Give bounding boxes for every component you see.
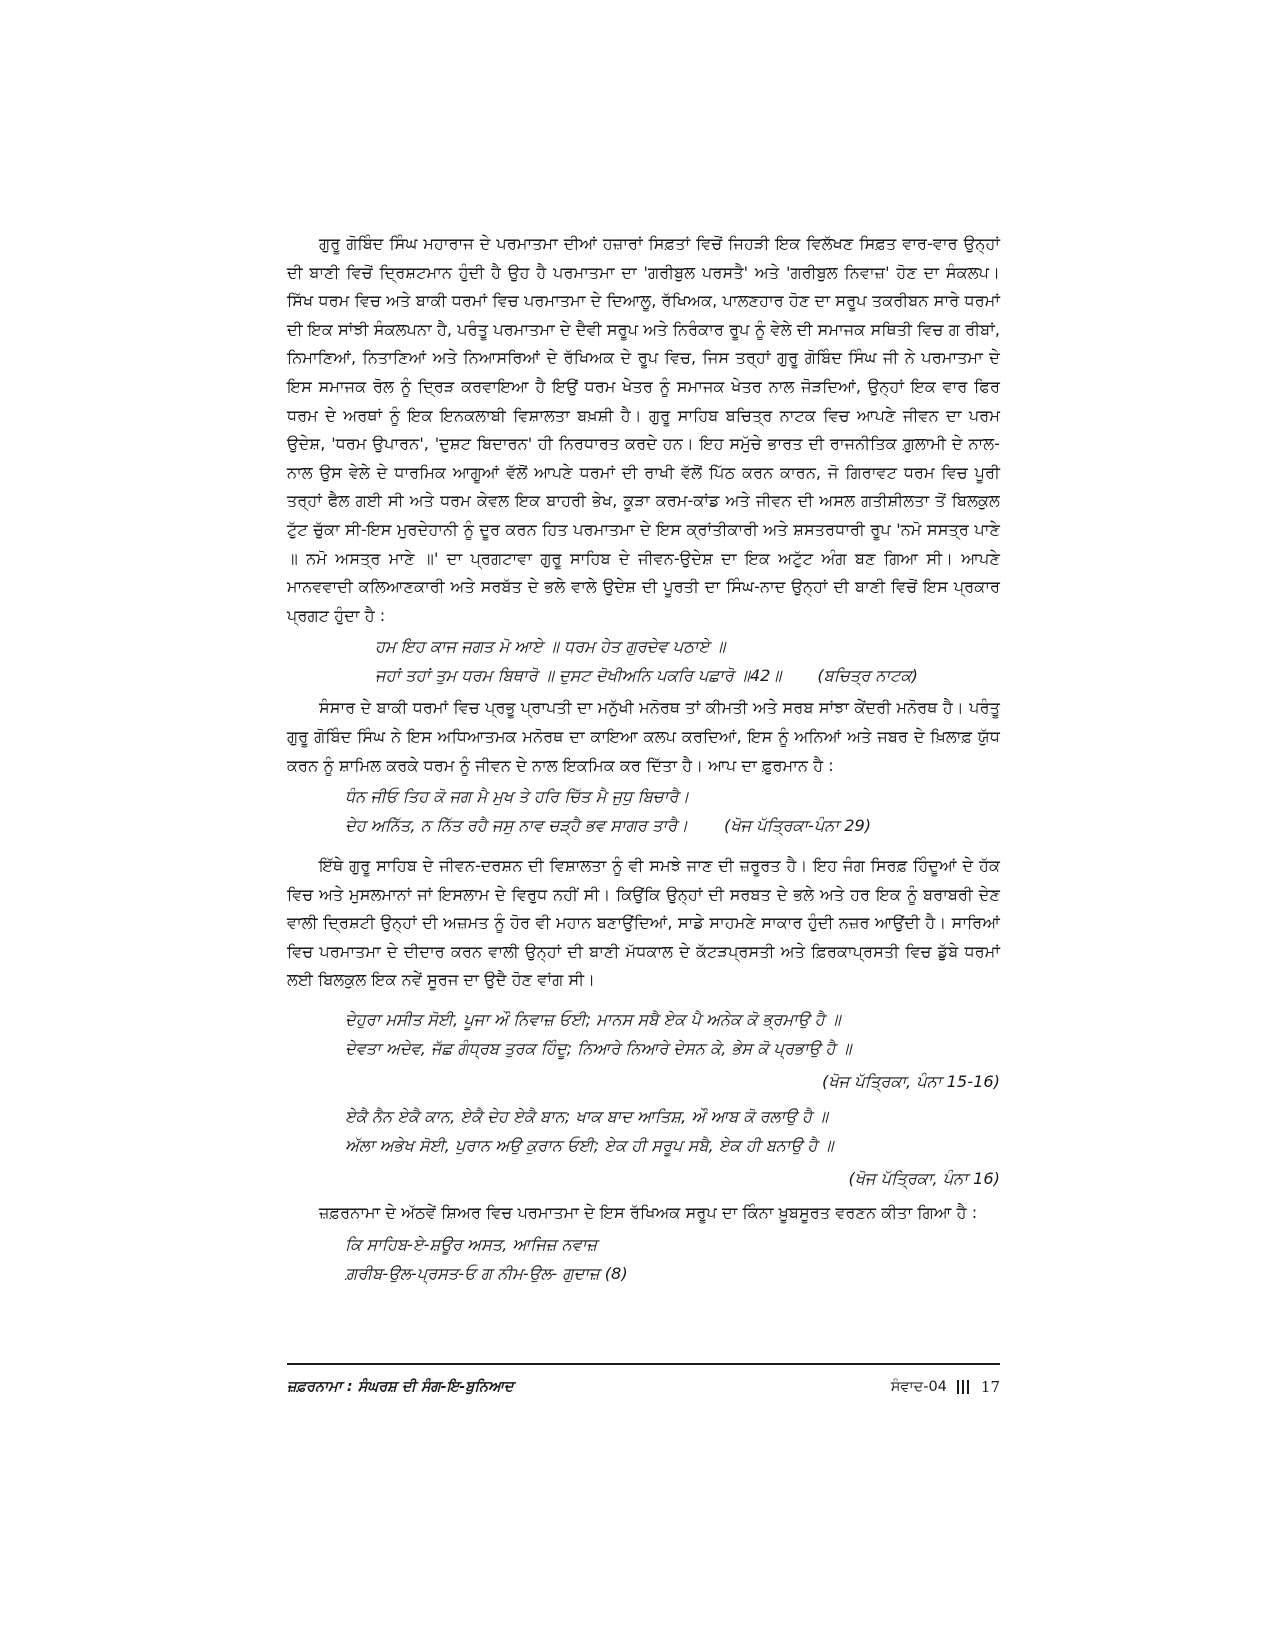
verse-line-text: ਦੇਹ ਅਨਿੱਤ, ਨ ਨਿੱਤ ਰਹੈ ਜਸੁ ਨਾਵ ਚੜ੍ਹੈ ਭਵ ਸਾਗਰ ਤਾਰੈ।: [345, 816, 689, 836]
verse-source: (ਖੋਜ ਪੱਤ੍ਰਿਕਾ, ਪੰਨਾ 15-16): [822, 1072, 1000, 1092]
verse-khoj-patrika-15-16: [287, 1005, 1000, 1063]
verse-line: ਅੱਲਾ ਅਭੇਖ ਸੋਈ, ਪੁਰਾਨ ਅਉ ਕੁਰਾਨ ਓਈ; ਏਕ ਹੀ ਸਰੂਪ ਸਬੈ, ਏਕ ਹੀ ਬਨਾਉ ਹੈ ॥: [345, 1136, 834, 1156]
footer-divider: [287, 1363, 1000, 1365]
verse-zafarnama: [287, 1230, 1000, 1288]
paragraph-2: ਸੰਸਾਰ ਦੇ ਬਾਕੀ ਧਰਮਾਂ ਵਿਚ ਪ੍ਰਭੂ ਪ੍ਰਾਪਤੀ ਦਾ ਮਨੁੱਖੀ ਮਨੋਰਥ ਤਾਂ ਕੀਮਤੀ ਅਤੇ ਸਰਬ ਸਾਂਝਾ ਕੇਂਦਰੀ ਮਨੋਰਥ ਹੈ। ਪਰੰਤੂ ਗੁਰੂ ਗੋਬਿੰਦ ਸਿੰਘ ਨੇ ਇਸ ਅਧਿਆਤਮਕ ਮਨੋਰਥ ਦਾ ਕਾਇਆ ਕਲਪ ਕਰਦਿਆਂ, ਇਸ ਨੂੰ ਅਨਿਆਂ ਅਤੇ ਜਬਰ ਦੇ ਖ਼ਿਲਾਫ਼ ਯੁੱਧ ਕਰਨ ਨੂੰ ਸ਼ਾਮਿਲ ਕਰਕੇ ਧਰਮ ਨੂੰ ਜੀਵਨ ਦੇ ਨਾਲ ਇਕਮਿਕ ਕਰ ਦਿੱਤਾ ਹੈ। ਆਪ ਦਾ ਫ਼ੁਰਮਾਨ ਹੈ :: [287, 698, 1000, 775]
paragraph-3: ਇੱਥੇ ਗੁਰੂ ਸਾਹਿਬ ਦੇ ਜੀਵਨ-ਦਰਸ਼ਨ ਦੀ ਵਿਸ਼ਾਲਤਾ ਨੂੰ ਵੀ ਸਮਝੇ ਜਾਣ ਦੀ ਜ਼ਰੂਰਤ ਹੈ। ਇਹ ਜੰਗ ਸਿਰਫ਼ ਹਿੰਦੂਆਂ ਦੇ ਹੱਕ ਵਿਚ ਅਤੇ ਮੁਸਲਮਾਨਾਂ ਜਾਂ ਇਸਲਾਮ ਦੇ ਵਿਰੁਧ ਨਹੀਂ ਸੀ। ਕਿਉਂਕਿ ਉਨ੍ਹਾਂ ਦੀ ਸਰਬਤ ਦੇ ਭਲੇ ਅਤੇ ਹਰ ਇਕ ਨੂੰ ਬਰਾਬਰੀ ਦੇਣ ਵਾਲੀ ਦ੍ਰਿਸ਼ਟੀ ਉਨ੍ਹਾਂ ਦੀ ਅਜ਼ਮਤ ਨੂੰ ਹੋਰ ਵੀ ਮਹਾਨ ਬਣਾਉਂਦਿਆਂ, ਸਾਡੇ ਸਾਹਮਣੇ ਸਾਕਾਰ ਹੁੰਦੀ ਨਜ਼ਰ ਆਉਂਦੀ ਹੈ। ਸਾਰਿਆਂ ਵਿਚ ਪਰਮਾਤਮਾ ਦੇ ਦੀਦਾਰ ਕਰਨ ਵਾਲੀ ਉਨ੍ਹਾਂ ਦੀ ਬਾਣੀ ਮੱਧਕਾਲ ਦੇ ਕੱਟੜਪ੍ਰਸਤੀ ਅਤੇ ਫ਼ਿਰਕਾਪ੍ਰਸਤੀ ਵਿਚ ਡੁੱਬੇ ਧਰਮਾਂ ਲਈ ਬਿਲਕੁਲ ਇਕ ਨਵੇਂ ਸੂਰਜ ਦਾ ਉਦੈ ਹੋਣ ਵਾਂਗ ਸੀ।: [287, 856, 1000, 990]
verse-line: ਗ਼ਰੀਬ-ਉਲ-ਪ੍ਰਸਤ-ਓ ਗ ਨੀਮ-ਉਲ- ਗੁਦਾਜ਼ (8): [345, 1263, 628, 1283]
verse-khoj-patrika-16: [287, 1102, 1000, 1160]
paragraph-1: ਗੁਰੂ ਗੋਬਿੰਦ ਸਿੰਘ ਮਹਾਰਾਜ ਦੇ ਪਰਮਾਤਮਾ ਦੀਆਂ ਹਜ਼ਾਰਾਂ ਸਿਫ਼ਤਾਂ ਵਿਚੋਂ ਜਿਹੜੀ ਇਕ ਵਿਲੱਖਣ ਸਿਫ਼ਤ ਵਾਰ-ਵਾਰ ਉਨ੍ਹਾਂ ਦੀ ਬਾਣੀ ਵਿਚੋਂ ਦ੍ਰਿਸ਼ਟਮਾਨ ਹੁੰਦੀ ਹੈ ਉਹ ਹੈ ਪਰਮਾਤਮਾ ਦਾ 'ਗਰੀਬੁਲ ਪਰਸਤੈ' ਅਤੇ 'ਗਰੀਬੁਲ ਨਿਵਾਜ਼' ਹੋਣ ਦਾ ਸੰਕਲਪ। ਸਿੱਖ ਧਰਮ ਵਿਚ ਅਤੇ ਬਾਕੀ ਧਰਮਾਂ ਵਿਚ ਪਰਮਾਤਮਾ ਦੇ ਦਿਆਲੂ, ਰੱਖਿਅਕ, ਪਾਲਣਹਾਰ ਹੋਣ ਦਾ ਸਰੂਪ ਤਕਰੀਬਨ ਸਾਰੇ ਧਰਮਾਂ ਦੀ ਇਕ ਸਾਂਝੀ ਸੰਕਲਪਨਾ ਹੈ, ਪਰੰਤੂ ਪਰਮਾਤਮਾ ਦੇ ਦੈਵੀ ਸਰੂਪ ਅਤੇ ਨਿਰੰਕਾਰ ਰੂਪ ਨੂੰ ਵੇਲੇ ਦੀ ਸਮਾਜਕ ਸਥਿਤੀ ਵਿਚ ਗ ਰੀਬਾਂ, ਨਿਮਾਣਿਆਂ, ਨਿਤਾਣਿਆਂ ਅਤੇ ਨਿਆਸਰਿਆਂ ਦੇ ਰੱਖਿਅਕ ਦੇ ਰੂਪ ਵਿਚ, ਜਿਸ ਤਰ੍ਹਾਂ ਗੁਰੂ ਗੋਬਿੰਦ ਸਿੰਘ ਜੀ ਨੇ ਪਰਮਾਤਮਾ ਦੇ ਇਸ ਸਮਾਜਕ ਰੋਲ ਨੂੰ ਦ੍ਰਿੜ ਕਰਵਾਇਆ ਹੈ ਇਉਂ ਧਰਮ ਖੇਤਰ ਨੂੰ ਸਮਾਜਕ ਖੇਤਰ ਨਾਲ ਜੋੜਦਿਆਂ, ਉਨ੍ਹਾਂ ਇਕ ਵਾਰ ਫਿਰ ਧਰਮ ਦੇ ਅਰਥਾਂ ਨੂੰ ਇਕ ਇਨਕਲਾਬੀ ਵਿਸ਼ਾਲਤਾ ਬਖ਼ਸ਼ੀ ਹੈ। ਗੁਰੂ ਸਾਹਿਬ ਬਚਿਤ੍ਰ ਨਾਟਕ ਵਿਚ ਆਪਣੇ ਜੀਵਨ ਦਾ ਪਰਮ ਉਦੇਸ਼, 'ਧਰਮ ਉਪਾਰਨ', 'ਦੁਸ਼ਟ ਬਿਦਾਰਨ' ਹੀ ਨਿਰਧਾਰਤ ਕਰਦੇ ਹਨ। ਇਹ ਸਮੁੱਚੇ ਭਾਰਤ ਦੀ ਰਾਜਨੀਤਿਕ ਗ਼ੁਲਾਮੀ ਦੇ ਨਾਲ-ਨਾਲ ਉਸ ਵੇਲੇ ਦੇ ਧਾਰਮਿਕ ਆਗੂਆਂ ਵੱਲੋਂ ਆਪਣੇ ਧਰਮਾਂ ਦੀ ਰਾਖੀ ਵੱਲੋਂ ਪਿੱਠ ਕਰਨ ਕਾਰਨ, ਜੋ ਗਿਰਾਵਟ ਧਰਮ ਵਿਚ ਪੂਰੀ ਤਰ੍ਹਾਂ ਫੈਲ ਗਈ ਸੀ ਅਤੇ ਧਰਮ ਕੇਵਲ ਇਕ ਬਾਹਰੀ ਭੇਖ, ਕੂੜਾ ਕਰਮ-ਕਾਂਡ ਅਤੇ ਜੀਵਨ ਦੀ ਅਸਲ ਗਤੀਸ਼ੀਲਤਾ ਤੋਂ ਬਿਲਕੁਲ ਟੁੱਟ ਚੁੱਕਾ ਸੀ-ਇਸ ਮੁਰਦੇਹਾਨੀ ਨੂੰ ਦੂਰ ਕਰਨ ਹਿਤ ਪਰਮਾਤਮਾ ਦੇ ਇਸ ਕ੍ਰਾਂਤੀਕਾਰੀ ਅਤੇ ਸ਼ਸਤਰਧਾਰੀ ਰੂਪ 'ਨਮੋ ਸਸਤ੍ਰ ਪਾਣੇ ॥ ਨਮੋ ਅਸਤ੍ਰ ਮਾਣੇ ॥' ਦਾ ਪ੍ਰਗਟਾਵਾ ਗੁਰੂ ਸਾਹਿਬ ਦੇ ਜੀਵਨ-ਉਦੇਸ਼ ਦਾ ਇਕ ਅਟੁੱਟ ਅੰਗ ਬਣ ਗਿਆ ਸੀ। ਆਪਣੇ ਮਾਨਵਵਾਦੀ ਕਲਿਆਣਕਾਰੀ ਅਤੇ ਸਰਬੱਤ ਦੇ ਭਲੇ ਵਾਲੇ ਉਦੇਸ਼ ਦੀ ਪੂਰਤੀ ਦਾ ਸਿੰਘ-ਨਾਦ ਉਨ੍ਹਾਂ ਦੀ ਬਾਣੀ ਵਿਚੋਂ ਇਸ ਪ੍ਰਕਾਰ ਪ੍ਰਗਟ ਹੁੰਦਾ ਹੈ :: [287, 234, 1000, 625]
verse-line: [375, 661, 1000, 690]
running-title: ਜ਼ਫ਼ਰਨਾਮਾ : ਸੰਘਰਸ਼ ਦੀ ਸੰਗ-ਇ-ਬੁਨਿਆਦ: [287, 1379, 514, 1395]
verse-line: [345, 811, 1000, 840]
page-number: 17: [980, 1378, 1000, 1396]
bars-icon: [957, 1380, 971, 1394]
verse-line: ਏਕੈ ਨੈਨ ਏਕੈ ਕਾਨ, ਏਕੈ ਦੇਹ ਏਕੈ ਬਾਨ; ਖਾਕ ਬਾਦ ਆਤਿਸ਼, ਔ ਆਬ ਕੋ ਰਲਾਉ ਹੈ ॥: [345, 1107, 828, 1127]
verse-line: ਹਮ ਇਹ ਕਾਜ ਜਗਤ ਮੋ ਆਏ ॥ ਧਰਮ ਹੇਤ ਗੁਰਦੇਵ ਪਠਾਏ ॥: [375, 637, 726, 657]
verse-source: (ਖੋਜ ਪੱਤ੍ਰਿਕਾ, ਪੰਨਾ 16): [848, 1169, 1000, 1189]
page-body: [287, 230, 1000, 1292]
verse-source: (ਬਚਿਤ੍ਰ ਨਾਟਕ): [817, 666, 918, 686]
verse-source: (ਖੋਜ ਪੱਤ੍ਰਿਕਾ-ਪੰਨਾ 29): [724, 816, 872, 836]
page-footer: [287, 1374, 1000, 1400]
verse-line: ਦੇਹੁਰਾ ਮਸੀਤ ਸੋਈ, ਪੂਜਾ ਔ ਨਿਵਾਜ਼ ਓਈ; ਮਾਨਸ ਸਬੈ ਏਕ ਪੈ ਅਨੇਕ ਕੋ ਭ੍ਰਮਾਉ ਹੈ ॥: [345, 1010, 841, 1030]
footer-right: [891, 1374, 1000, 1400]
issue-label: ਸੰਵਾਦ-04: [890, 1379, 947, 1395]
verse-line-text: ਜਹਾਂ ਤਹਾਂ ਤੁਮ ਧਰਮ ਬਿਥਾਰੋ ॥ ਦੁਸਟ ਦੋਖੀਅਨਿ ਪਕਰਿ ਪਛਾਰੋ ॥42॥: [375, 666, 782, 686]
verse-line: ਦੇਵਤਾ ਅਦੇਵ, ਜੱਛ ਗੰਧ੍ਰਬ ਤੁਰਕ ਹਿੰਦੂ; ਨਿਆਰੇ ਨਿਆਰੇ ਦੇਸਨ ਕੇ, ਭੇਸ ਕੋ ਪ੍ਰਭਾਉ ਹੈ ॥: [345, 1039, 852, 1059]
verse-bachitar-natak: [287, 632, 1000, 690]
verse-khoj-patrika-29: [287, 782, 1000, 840]
paragraph-4: ਜ਼ਫ਼ਰਨਾਮਾ ਦੇ ਅੱਠਵੇਂ ਸ਼ਿਅਰ ਵਿਚ ਪਰਮਾਤਮਾ ਦੇ ਇਸ ਰੱਖਿਅਕ ਸਰੂਪ ਦਾ ਕਿੰਨਾ ਖ਼ੂਬਸੂਰਤ ਵਰਣਨ ਕੀਤਾ ਗਿਆ ਹੈ :: [319, 1203, 978, 1223]
verse-line: ਧੰਨ ਜੀਓ ਤਿਹ ਕੋ ਜਗ ਮੈ ਮੁਖ ਤੇ ਹਰਿ ਚਿੱਤ ਮੈ ਜੁਧੁ ਬਿਚਾਰੈ।: [345, 787, 690, 807]
verse-line: ਕਿ ਸਾਹਿਬ-ਏ-ਸ਼ਊਰ ਅਸਤ, ਆਜਿਜ਼ ਨਵਾਜ਼: [345, 1234, 598, 1254]
